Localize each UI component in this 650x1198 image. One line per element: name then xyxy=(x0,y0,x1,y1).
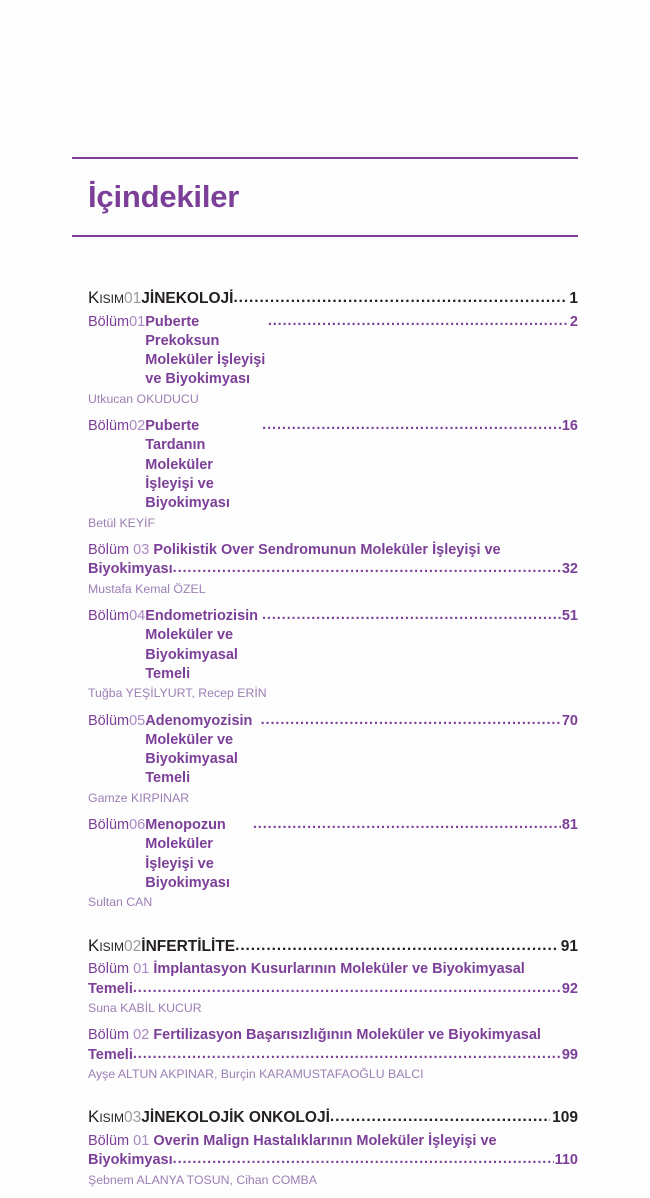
chapter-page-number: 110 xyxy=(554,1152,578,1169)
leader-dots xyxy=(133,1045,561,1064)
chapter-title-cont: Biyokimyası xyxy=(88,561,173,578)
chapter-label: Bölüm xyxy=(88,817,130,834)
chapter-page-number: 51 xyxy=(561,608,578,625)
chapter-title-line-2 xyxy=(88,980,578,999)
chapter-entry[interactable] xyxy=(88,313,578,409)
chapter-authors-line: Sultan CAN xyxy=(88,895,153,910)
chapter-entry[interactable] xyxy=(88,607,578,703)
chapter-title-line-2 xyxy=(88,1046,578,1065)
chapter-authors-line: Şebnem ALANYA TOSUN, Cihan COMBA xyxy=(88,1172,317,1187)
header-bottom-rule xyxy=(72,235,578,237)
leader-dots xyxy=(133,979,561,998)
chapter-authors-line: Utkucan OKUDUCU xyxy=(88,391,199,406)
chapter-label: Bölüm xyxy=(88,608,130,625)
part-group xyxy=(88,934,578,1084)
leader-dots xyxy=(173,1150,554,1169)
part-title: İNFERTİLİTE xyxy=(141,937,236,955)
chapter-entry[interactable] xyxy=(88,816,578,912)
chapter-number: 05 xyxy=(129,712,146,729)
leader-dots xyxy=(262,606,561,625)
chapter-label: Bölüm xyxy=(88,1027,130,1044)
chapter-label: Bölüm xyxy=(88,313,130,330)
chapter-number: 01 xyxy=(133,961,150,978)
chapter-number: 01 xyxy=(133,1133,150,1150)
part-label: Kısım xyxy=(88,1107,125,1127)
part-number: 01 xyxy=(124,290,142,307)
part-group xyxy=(88,286,578,912)
chapter-title-line-1 xyxy=(88,541,578,560)
part-label: Kısım xyxy=(88,288,125,307)
chapter-page-number: 32 xyxy=(561,561,578,578)
part-group xyxy=(88,1105,578,1189)
chapter-page-number: 70 xyxy=(561,712,578,729)
chapter-title-line-2 xyxy=(88,560,578,579)
chapter-number: 02 xyxy=(133,1027,150,1044)
part-page-number: 1 xyxy=(569,290,578,307)
part-title: JİNEKOLOJİK ONKOLOJİ xyxy=(141,1109,330,1127)
chapter-title-line-2 xyxy=(88,1151,578,1170)
chapter-number: 02 xyxy=(129,418,146,435)
chapter-title: Fertilizasyon Başarısızlığının Moleküler ve Biyokimyasal xyxy=(153,1027,541,1044)
chapter-title-cont: Temeli xyxy=(88,1046,133,1063)
chapter-title-line xyxy=(88,607,578,684)
leader-dots xyxy=(235,935,559,957)
toc-entry-list xyxy=(88,286,578,1198)
part-title: JİNEKOLOJİ xyxy=(141,290,234,307)
chapter-title-line-1 xyxy=(88,1026,578,1045)
chapter-authors-line: Ayşe ALTUN AKPINAR, Burçin KARAMUSTAFAOĞLU BALCI xyxy=(88,1066,424,1081)
chapter-entry[interactable] xyxy=(88,1026,578,1083)
leader-dots xyxy=(173,559,561,578)
leader-dots xyxy=(268,312,569,331)
chapter-title-line xyxy=(88,712,578,789)
chapter-entry[interactable] xyxy=(88,541,578,598)
chapter-label: Bölüm xyxy=(88,712,130,729)
chapter-title: Overin Malign Hastalıklarının Moleküler İşleyişi ve xyxy=(153,1133,497,1150)
toc-header xyxy=(72,157,578,237)
chapter-title-cont: Biyokimyası xyxy=(88,1152,173,1169)
chapter-authors-line: Tuğba YEŞİLYURT, Recep ERİN xyxy=(88,686,267,701)
chapter-page-number: 99 xyxy=(561,1046,578,1063)
chapter-number: 04 xyxy=(129,608,146,625)
chapter-title: Menopozun Moleküler İşleyişi ve Biyokimyası xyxy=(145,817,230,892)
chapter-authors-line: Gamze KIRPINAR xyxy=(88,790,190,805)
chapter-page-number: 2 xyxy=(569,313,578,330)
part-page-number: 91 xyxy=(560,937,578,955)
chapter-title-cont: Temeli xyxy=(88,980,133,997)
chapter-authors-line: Betül KEYİF xyxy=(88,515,155,530)
part-label: Kısım xyxy=(88,935,125,955)
chapter-number: 01 xyxy=(129,313,146,330)
chapter-entry[interactable] xyxy=(88,712,578,808)
chapter-title-line xyxy=(88,417,578,513)
chapter-title-line-1 xyxy=(88,1132,578,1151)
chapter-title: Endometriozisin Moleküler ve Biyokimyasal Temeli xyxy=(145,608,259,682)
chapter-authors-line: Suna KABİL KUCUR xyxy=(88,1000,202,1015)
part-number: 03 xyxy=(124,1109,142,1127)
chapter-number: 06 xyxy=(129,817,146,834)
page-title: İçindekiler xyxy=(88,179,240,214)
chapter-title: Puberte Tardanın Moleküler İşleyişi ve Biyokimyası xyxy=(145,418,230,512)
chapter-page-number: 92 xyxy=(561,980,578,997)
chapter-title: İmplantasyon Kusurlarının Moleküler ve Biyokimyasal xyxy=(153,961,525,978)
chapter-label: Bölüm xyxy=(88,961,130,978)
leader-dots xyxy=(262,416,561,435)
chapter-entry[interactable] xyxy=(88,417,578,532)
leader-dots xyxy=(233,287,567,309)
part-page-number: 109 xyxy=(552,1109,578,1127)
chapter-label: Bölüm xyxy=(88,1133,130,1150)
chapter-authors-line: Mustafa Kemal ÖZEL xyxy=(88,581,206,596)
leader-dots xyxy=(330,1106,550,1128)
chapter-number: 03 xyxy=(133,542,150,559)
chapter-page-number: 81 xyxy=(561,817,578,834)
chapter-title: Adenomyozisin Moleküler ve Biyokimyasal Temeli xyxy=(145,712,253,787)
part-entry[interactable] xyxy=(88,1105,578,1130)
part-number: 02 xyxy=(124,937,142,955)
chapter-title: Puberte Prekoksun Moleküler İşleyişi ve Biyokimyası xyxy=(145,313,266,388)
chapter-label: Bölüm xyxy=(88,542,130,559)
chapter-page-number: 16 xyxy=(561,418,578,435)
chapter-entry[interactable] xyxy=(88,960,578,1017)
chapter-title-line xyxy=(88,313,578,390)
leader-dots xyxy=(253,815,561,834)
part-entry[interactable] xyxy=(88,286,578,311)
chapter-title-line xyxy=(88,816,578,893)
chapter-entry[interactable] xyxy=(88,1132,578,1189)
part-entry[interactable] xyxy=(88,934,578,959)
chapter-label: Bölüm xyxy=(88,418,130,435)
chapter-title: Polikistik Over Sendromunun Moleküler İşleyişi ve xyxy=(153,542,501,559)
leader-dots xyxy=(261,711,561,730)
chapter-title-line-1 xyxy=(88,960,578,979)
